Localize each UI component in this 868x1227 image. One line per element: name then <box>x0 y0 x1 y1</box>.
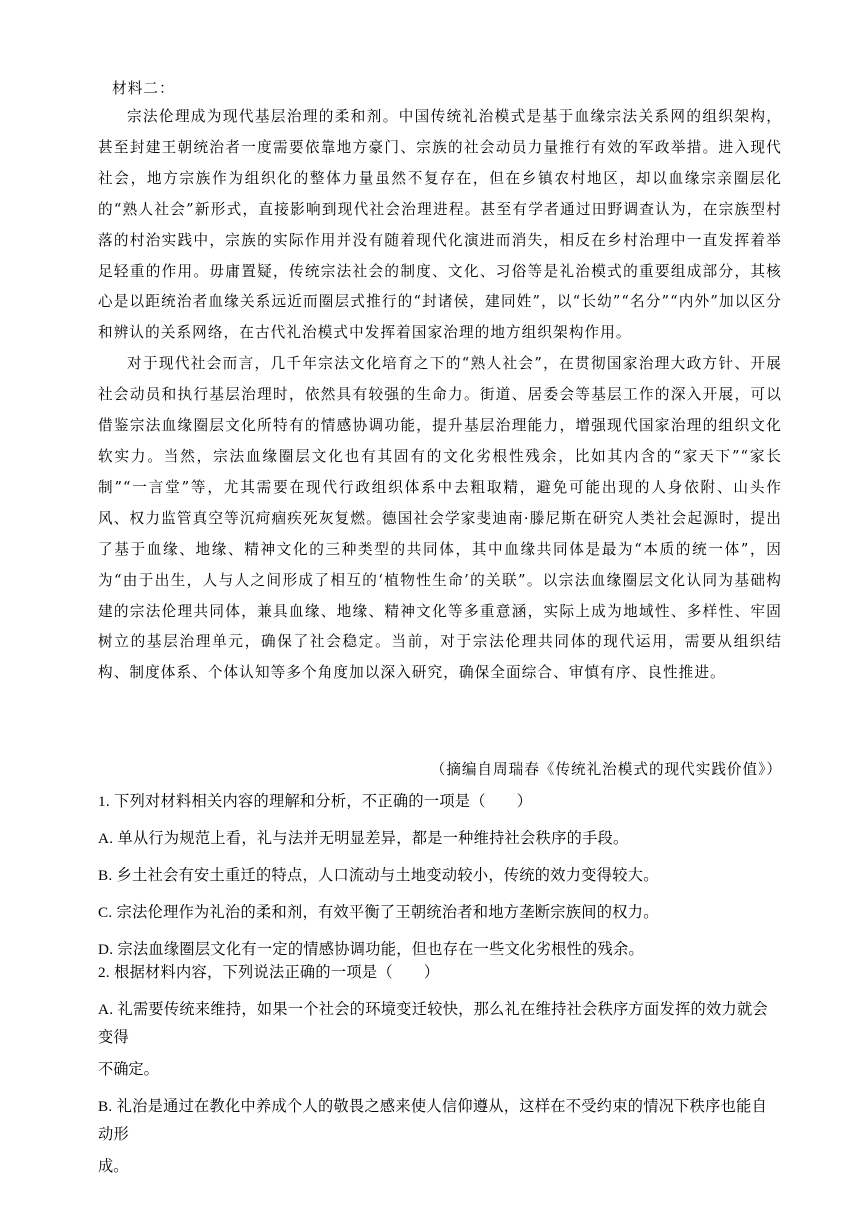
question-1-option-d: D. 宗法血缘圈层文化有一定的情感协调功能，但也存在一些文化劣根性的残余。 <box>98 941 645 958</box>
material-heading: 材料二： <box>112 80 175 97</box>
question-1-option-c: C. 宗法伦理作为礼治的柔和剂，有效平衡了王朝统治者和地方垄断宗族间的权力。 <box>98 904 659 921</box>
question-2-option-b: B. 礼治是通过在教化中养成个人的敬畏之感来使人信仰遵从，这样在不受约束的情况下秩序也能自动形 <box>98 1098 768 1143</box>
source-citation: （摘编自周瑞春《传统礼治模式的现代实践价值》） <box>430 761 782 778</box>
question-2-option-a: A. 礼需要传统来维持，如果一个社会的环境变迁较快，那么礼在维持社会秩序方面发挥的效力就会变得 <box>98 1001 768 1046</box>
question-2-option-b-continued: 成。 <box>98 1158 129 1175</box>
question-1-option-a: A. 单从行为规范上看，礼与法并无明显差异，都是一种维持社会秩序的手段。 <box>98 830 629 847</box>
passage-paragraph-1: 宗法伦理成为现代基层治理的柔和剂。中国传统礼治模式是基于血缘宗法关系网的组织架构，甚至封建王朝统治者一度需要依靠地方豪门、宗族的社会动员力量推行有效的军政举措。进入现代社会，地方宗族作为组织化的整体力量虽然不复存在，但在乡镇农村地区，却以血缘宗亲圈层化的“熟人社会”新形式，直接影响到现代社会治理进程。甚至有学者通过田野调查认为，在宗族型村落的村治实践中，宗族的实际作用并没有随着现代化演进而消失，相反在乡村治理中一直发挥着举足轻重的作用。毋庸置疑，传统宗法社会的制度、文化、习俗等是礼治模式的重要组成部分，其核心是以距统治者血缘关系远近而圈层式推行的“封诸侯，建同姓”，以“长幼”“名分”“内外”加以区分和辨认的关系网络，在古代礼治模式中发挥着国家治理的地方组织架构作用。 <box>98 108 782 342</box>
question-2-option-a-continued: 不确定。 <box>98 1061 159 1078</box>
material-passage <box>98 102 782 689</box>
question-2-stem: 2. 根据材料内容，下列说法正确的一项是（ ） <box>98 964 440 981</box>
question-2 <box>98 959 780 1190</box>
question-1 <box>98 788 780 973</box>
passage-paragraph-2: 对于现代社会而言，几千年宗法文化培育之下的“熟人社会”，在贯彻国家治理大政方针、开展社会动员和执行基层治理时，依然具有较强的生命力。街道、居委会等基层工作的深入开展，可以借鉴宗法血缘圈层文化所特有的情感协调功能，提升基层治理能力，增强现代国家治理的组织文化软实力。当然，宗法血缘圈层文化也有其固有的文化劣根性残余，比如其内含的“家天下”“家长制”“一言堂”等，尤其需要在现代行政组织体系中去粗取精，避免可能出现的人身依附、山头作风、权力监管真空等沉疴痼疾死灰复燃。德国社会学家斐迪南·滕尼斯在研究人类社会起源时，提出了基于血缘、地缘、精神文化的三种类型的共同体，其中血缘共同体是最为“本质的统一体”，因为“由于出生，人与人之间形成了相互的‘植物性生命’的关联”。以宗法血缘圈层文化认同为基础构建的宗法伦理共同体，兼具血缘、地缘、精神文化等多重意涵，实际上成为地域性、多样性、牢固树立的基层治理单元，确保了社会稳定。当前，对于宗法伦理共同体的现代运用，需要从组织结构、制度体系、个体认知等多个角度加以深入研究，确保全面综合、审慎有序、良性推进。 <box>98 355 782 682</box>
question-1-option-b: B. 乡土社会有安土重迁的特点，人口流动与土地变动较小，传统的效力变得较大。 <box>98 867 659 884</box>
question-1-stem: 1. 下列对材料相关内容的理解和分析，不正确的一项是（ ） <box>98 793 533 810</box>
